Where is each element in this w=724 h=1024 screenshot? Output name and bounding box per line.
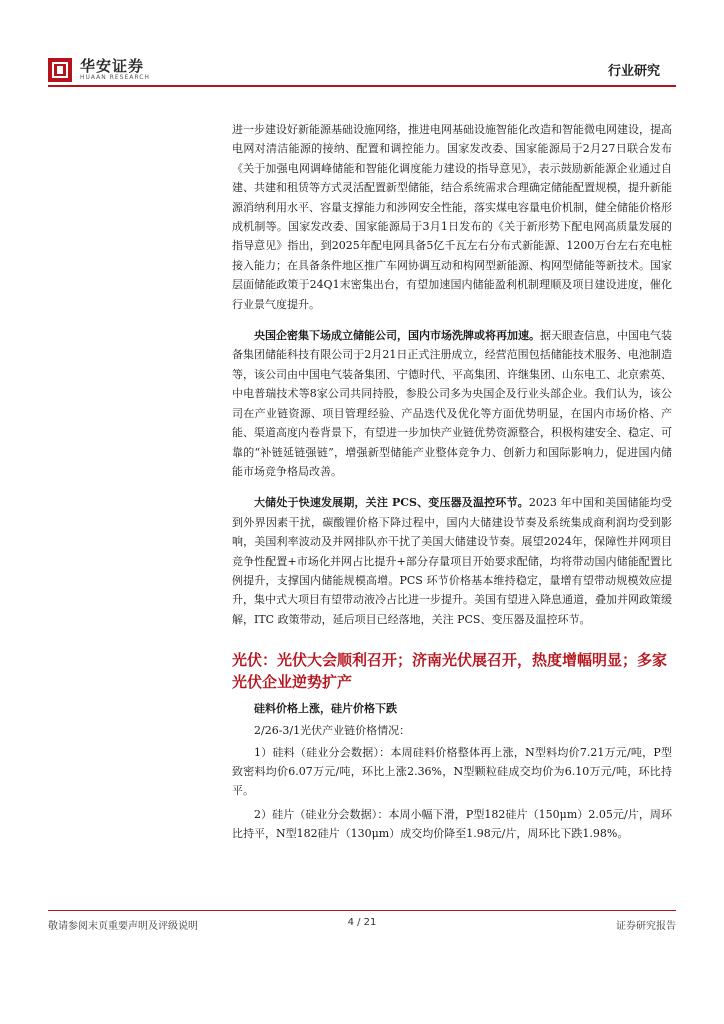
price-intro: 2/26-3/1光伏产业链价格情况： (254, 724, 411, 738)
page-footer (48, 917, 676, 933)
paragraph-policy: 进一步建设好新能源基础设施网络，推进电网基础设施智能化改造和智能微电网建设，提高电网对清洁能源的接纳、配置和调控能力。国家发改委、国家能源局于2月27日联合发布《关于加强电网调峰储能和智能化调度能力建设的指导意见》，表示鼓励新能源企业通过自建、共建和租赁等方式灵活配置新型储能，结合系统需求合理确定储能配置规模，提升新能源消纳利用水平、容量支撑能力和涉网安全性能，落实煤电容量电价机制，健全储能价格形成机制等。国家发改委、国家能源局于3月1日发布的《关于新形势下配电网高质量发展的指导意见》指出，到2025年配电网具备5亿千瓦左右分布式新能源、1200万台左右充电桩接入能力；在具备条件地区推广车网协调互动和构网型新能源、构网型储能等新技术。国家层面储能政策于24Q1末密集出台，有望加速国内储能盈利机制理顺及项目建设进度，催化行业景气度提升。 (232, 123, 672, 311)
company-seal-icon (48, 58, 72, 82)
paragraph-body: 2023 年中国和美国储能均受到外界因素干扰，碳酸锂价格下降过程中，国内大储建设节奏及系统集成商利润均受到影响，美国利率波动及并网排队亦干扰了美国大储建设节奏。展望2024年，保障性并网项目竞争性配置+市场化并网占比提升+部分存量项目开始要求配储，均将带动国内储能配置比例提升，支撑国内储能规模高增。PCS 环节价格基本维持稳定，量增有望带动规模效应提升，集中式大项目有望带动液冷占比进一步提升。美国有望进入降息通道，叠加并网政策缓解，ITC 政策带动，延后项目已经落地，关注 PCS、变压器及温控环节。 (232, 496, 672, 626)
paragraph-large-storage (232, 493, 672, 629)
main-content (232, 120, 672, 856)
price-item-polysilicon: 1）硅料（硅业分会数据）：本周硅料价格整体再上涨，N型料均价7.21万元/吨，P型致密料均价6.07万元/吨，环比上涨2.36%，N型颗粒硅成交均价为6.10万元/吨，环比持平。 (232, 745, 672, 798)
logo-english-name: HUAAN RESEARCH (80, 74, 150, 81)
price-item-wafer: 2）硅片（硅业分会数据）：本周小幅下滑，P型182硅片（150μm）2.05元/片，周环比持平，N型182硅片（130μm）成交均价降至1.98元/片，周环比下跌1.98%。 (232, 807, 672, 841)
logo-chinese-name: 华安证券 (80, 57, 145, 75)
page-header (48, 52, 676, 88)
report-category: 行业研究 (607, 64, 660, 79)
company-logo (48, 58, 150, 82)
paragraph-soe-storage (232, 326, 672, 481)
paragraph-lead: 大储处于快速发展期，关注 PCS、变压器及温控环节。 (254, 496, 529, 510)
header-divider (48, 85, 676, 87)
paragraph-lead: 央国企密集下场成立储能公司，国内市场洗牌或将再加速。 (254, 329, 540, 343)
disclaimer-note: 敬请参阅末页重要声明及评级说明 (48, 921, 198, 932)
subsection-heading: 硅料价格上涨，硅片价格下跌 (254, 702, 397, 716)
page-number: 4 / 21 (347, 917, 377, 928)
footer-divider (48, 910, 676, 911)
paragraph-body: 据天眼查信息，中国电气装备集团储能科技有限公司于2月21日正式注册成立，经营范围包括储能技术服务、电池制造等，该公司由中国电气装备集团、宁德时代、平高集团、许继集团、山东电工、北京索英、中电普瑞技术等8家公司共同持股，参股公司多为央国企及行业头部企业。我们认为，该公司在产业链资源、项目管理经验、产品迭代及优化等方面优势明显，在国内市场价格、产能、渠道高度内卷背景下，有望进一步加快产业链优势资源整合，积极构建安全、稳定、可靠的“补链延链强链”，增强新型储能产业整体竞争力、创新力和国际影响力，促进国内储能市场竞争格局改善。 (232, 329, 672, 478)
section-heading: 光伏：光伏大会顺利召开；济南光伏展召开，热度增幅明显；多家光伏企业逆势扩产 (232, 651, 668, 692)
document-type: 证券研究报告 (616, 921, 676, 932)
